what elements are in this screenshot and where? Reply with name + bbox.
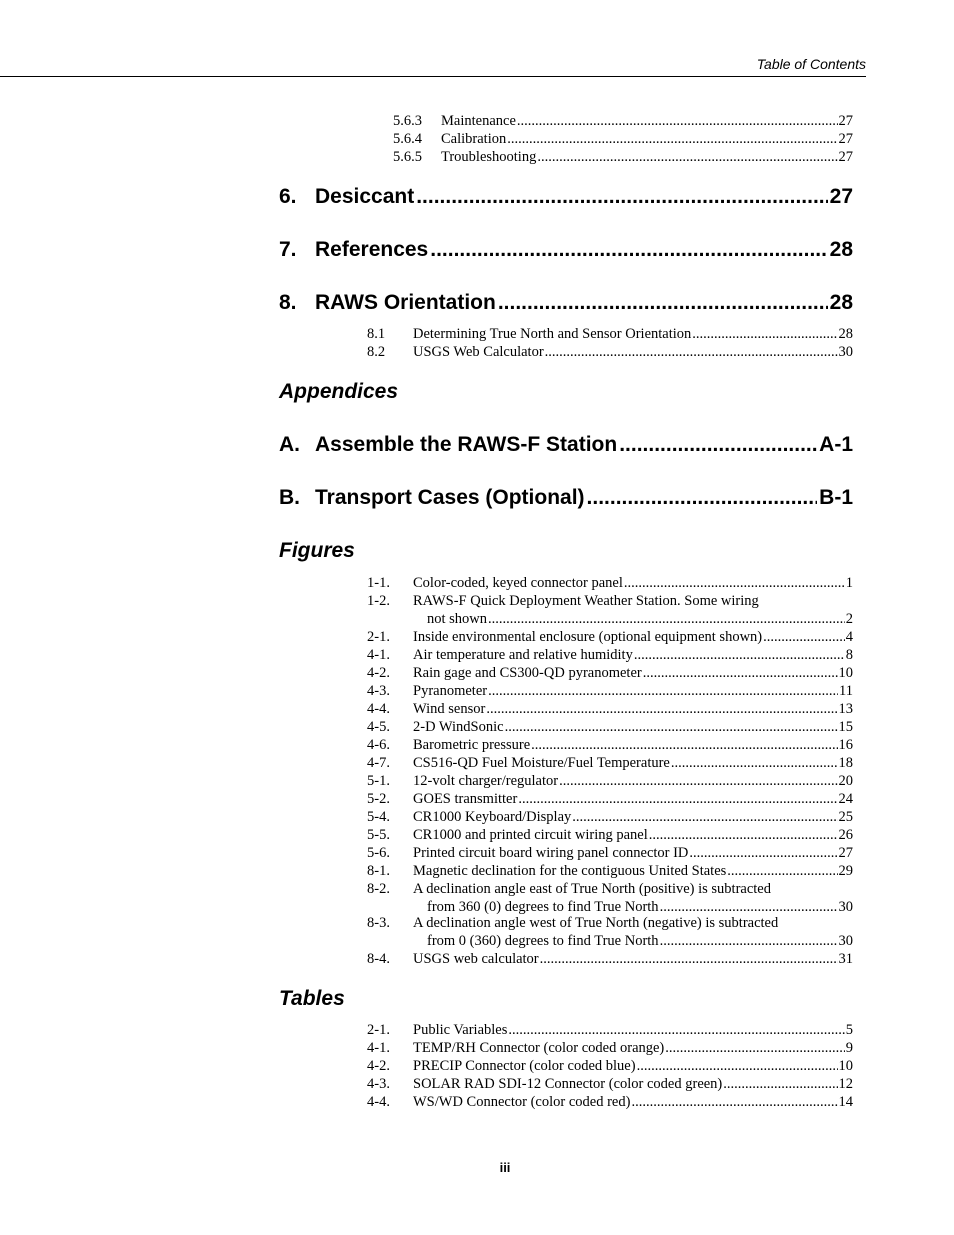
entry-page: 1 — [845, 575, 853, 591]
entry-number: 8-2. — [367, 881, 390, 897]
entry-page: 24 — [838, 791, 853, 807]
dot-leader — [763, 628, 845, 646]
figure-entry[interactable] — [367, 772, 853, 790]
dot-leader — [507, 130, 837, 148]
entry-page: 9 — [845, 1040, 853, 1056]
entry-page: 29 — [838, 863, 853, 879]
entry-number: 4-6. — [367, 737, 390, 753]
appendix-title: Assemble the RAWS-F Station — [315, 433, 618, 456]
entry-page: 28 — [838, 326, 853, 342]
entry-title: Troubleshooting — [441, 149, 537, 165]
entry-number: 1-2. — [367, 593, 390, 609]
chapter-page: 28 — [829, 291, 853, 314]
entry-page: 14 — [838, 1094, 853, 1110]
toc-entry-5-6-5[interactable] — [393, 148, 853, 166]
dot-leader — [727, 862, 837, 880]
figure-entry[interactable] — [367, 700, 853, 718]
table-entry[interactable] — [367, 1039, 853, 1057]
entry-number: 8-1. — [367, 863, 390, 879]
figure-entry[interactable] — [367, 950, 853, 968]
toc-appendix-b[interactable] — [279, 485, 853, 511]
entry-title: 12-volt charger/regulator — [413, 773, 559, 789]
entry-page: 31 — [838, 951, 853, 967]
entry-number: 4-4. — [367, 701, 390, 717]
figure-entry[interactable] — [367, 664, 853, 682]
entry-title: Pyranometer — [413, 683, 488, 699]
appendix-page: B-1 — [819, 486, 853, 509]
figure-entry[interactable] — [367, 574, 853, 592]
entry-page: 11 — [839, 683, 853, 699]
entry-title: TEMP/RH Connector (color coded orange) — [413, 1040, 665, 1056]
entry-title: Color-coded, keyed connector panel — [413, 575, 623, 591]
entry-title: Barometric pressure — [413, 737, 531, 753]
dot-leader — [540, 950, 838, 968]
dot-leader — [624, 574, 845, 592]
toc-entry-5-6-4[interactable] — [393, 130, 853, 148]
entry-number: 5.6.5 — [393, 149, 422, 165]
toc-entry-5-6-3[interactable] — [393, 112, 853, 130]
dot-leader — [637, 1057, 838, 1075]
entry-number: 5-5. — [367, 827, 390, 843]
dot-leader — [488, 682, 838, 700]
entry-page: 30 — [838, 933, 853, 949]
chapter-number: 8. — [279, 291, 297, 314]
running-title: Table of Contents — [756, 56, 866, 72]
entry-number: 4-7. — [367, 755, 390, 771]
table-entry[interactable] — [367, 1075, 853, 1093]
dot-leader — [671, 754, 838, 772]
figure-entry[interactable] — [367, 628, 853, 646]
toc-chapter-7[interactable] — [279, 237, 853, 263]
chapter-title: References — [315, 238, 429, 261]
entry-page: 12 — [838, 1076, 853, 1092]
dot-leader — [619, 432, 817, 458]
entry-number: 1-1. — [367, 575, 390, 591]
entry-number: 5.6.3 — [393, 113, 422, 129]
appendix-letter: B. — [279, 486, 300, 509]
figure-entry[interactable] — [367, 736, 853, 754]
entry-number: 4-1. — [367, 1040, 390, 1056]
entry-page: 25 — [838, 809, 853, 825]
entry-page: 13 — [838, 701, 853, 717]
entry-title: Printed circuit board wiring panel connector ID — [413, 845, 689, 861]
page-number: iii — [499, 1160, 511, 1175]
figure-entry[interactable] — [367, 646, 853, 664]
dot-leader — [508, 1021, 844, 1039]
entry-title: A declination angle east of True North (positive) is subtracted — [413, 881, 771, 897]
entry-title: USGS Web Calculator — [413, 344, 544, 360]
toc-entry-8-2[interactable] — [367, 343, 853, 361]
entry-title-continued: from 0 (360) degrees to find True North — [427, 933, 659, 949]
figure-entry[interactable] — [367, 862, 853, 880]
entry-page: 27 — [838, 113, 853, 129]
table-entry[interactable] — [367, 1021, 853, 1039]
entry-number: 4-2. — [367, 1058, 390, 1074]
chapter-number: 6. — [279, 185, 297, 208]
entry-title: Air temperature and relative humidity — [413, 647, 633, 663]
entry-page: 18 — [838, 755, 853, 771]
entry-title: WS/WD Connector (color coded red) — [413, 1094, 631, 1110]
dot-leader — [416, 184, 827, 210]
table-entry[interactable] — [367, 1093, 853, 1111]
entry-number: 4-4. — [367, 1094, 390, 1110]
dot-leader — [486, 700, 837, 718]
dot-leader — [660, 932, 838, 950]
entry-title: CR1000 Keyboard/Display — [413, 809, 572, 825]
entry-number: 8.2 — [367, 344, 386, 360]
appendix-letter: A. — [279, 433, 300, 456]
figure-entry[interactable] — [367, 844, 853, 862]
entry-title: Determining True North and Sensor Orientation — [413, 326, 692, 342]
entry-number: 4-3. — [367, 683, 390, 699]
entry-number: 8-4. — [367, 951, 390, 967]
dot-leader — [665, 1039, 844, 1057]
entry-number: 5-1. — [367, 773, 390, 789]
table-entry[interactable] — [367, 1057, 853, 1075]
entry-title: Rain gage and CS300-QD pyranometer — [413, 665, 642, 681]
dot-leader — [430, 237, 827, 263]
dot-leader — [498, 290, 828, 316]
chapter-page: 27 — [829, 185, 853, 208]
entry-page: 4 — [845, 629, 853, 645]
figures-heading: Figures — [279, 539, 355, 562]
entry-title: Magnetic declination for the contiguous United States — [413, 863, 727, 879]
entry-number: 2-1. — [367, 1022, 390, 1038]
entry-number: 8-3. — [367, 915, 390, 931]
entry-title: Calibration — [441, 131, 507, 147]
dot-leader — [545, 343, 838, 361]
dot-leader — [517, 112, 838, 130]
figure-entry[interactable] — [367, 808, 853, 826]
chapter-title: Desiccant — [315, 185, 415, 208]
chapter-number: 7. — [279, 238, 297, 261]
entry-page: 27 — [838, 845, 853, 861]
entry-title-continued: from 360 (0) degrees to find True North — [427, 899, 659, 915]
entry-page: 10 — [838, 1058, 853, 1074]
appendices-heading: Appendices — [279, 380, 399, 403]
entry-number: 5-4. — [367, 809, 390, 825]
entry-page: 5 — [845, 1022, 853, 1038]
dot-leader — [537, 148, 837, 166]
appendix-page: A-1 — [819, 433, 853, 456]
running-header — [0, 0, 866, 77]
entry-page: 26 — [838, 827, 853, 843]
appendix-title: Transport Cases (Optional) — [315, 486, 585, 509]
entry-title-continued: not shown — [427, 611, 488, 627]
figure-entry[interactable] — [367, 718, 853, 736]
entry-title: Maintenance — [441, 113, 516, 129]
entry-title: CS516-QD Fuel Moisture/Fuel Temperature — [413, 755, 670, 771]
dot-leader — [505, 718, 838, 736]
dot-leader — [631, 1093, 837, 1111]
chapter-title: RAWS Orientation — [315, 291, 496, 314]
figure-entry[interactable] — [367, 754, 853, 772]
entry-page: 30 — [838, 899, 853, 915]
entry-title: GOES transmitter — [413, 791, 518, 807]
chapter-page: 28 — [829, 238, 853, 261]
entry-number: 5-2. — [367, 791, 390, 807]
dot-leader — [518, 790, 837, 808]
entry-title: RAWS-F Quick Deployment Weather Station. Some wiring — [413, 593, 759, 609]
dot-leader — [531, 736, 837, 754]
entry-page: 27 — [838, 131, 853, 147]
dot-leader — [689, 844, 837, 862]
dot-leader — [587, 485, 818, 511]
entry-page: 30 — [838, 344, 853, 360]
entry-title: Public Variables — [413, 1022, 508, 1038]
entry-page: 8 — [845, 647, 853, 663]
entry-number: 4-2. — [367, 665, 390, 681]
entry-number: 5.6.4 — [393, 131, 422, 147]
dot-leader — [649, 826, 838, 844]
entry-page: 20 — [838, 773, 853, 789]
dot-leader — [692, 325, 837, 343]
entry-title: USGS web calculator — [413, 951, 539, 967]
dot-leader — [723, 1075, 837, 1093]
entry-page: 27 — [838, 149, 853, 165]
entry-title: CR1000 and printed circuit wiring panel — [413, 827, 648, 843]
dot-leader — [559, 772, 837, 790]
figure-entry[interactable] — [367, 826, 853, 844]
entry-page: 10 — [838, 665, 853, 681]
figure-entry[interactable] — [367, 682, 853, 700]
entry-number: 4-5. — [367, 719, 390, 735]
toc-chapter-6[interactable] — [279, 184, 853, 210]
toc-entry-8-1[interactable] — [367, 325, 853, 343]
figure-entry[interactable] — [367, 592, 853, 628]
entry-title: A declination angle west of True North (negative) is subtracted — [413, 915, 779, 931]
toc-appendix-a[interactable] — [279, 432, 853, 458]
entry-number: 8.1 — [367, 326, 386, 342]
dot-leader — [643, 664, 838, 682]
entry-number: 2-1. — [367, 629, 390, 645]
entry-number: 4-3. — [367, 1076, 390, 1092]
entry-page: 2 — [845, 611, 853, 627]
figure-entry[interactable] — [367, 914, 853, 950]
entry-page: 15 — [838, 719, 853, 735]
dot-leader — [634, 646, 845, 664]
entry-title: 2-D WindSonic — [413, 719, 504, 735]
toc-chapter-8[interactable] — [279, 290, 853, 316]
tables-heading: Tables — [279, 987, 345, 1010]
dot-leader — [572, 808, 837, 826]
entry-title: Inside environmental enclosure (optional equipment shown) — [413, 629, 763, 645]
entry-title: Wind sensor — [413, 701, 486, 717]
entry-number: 5-6. — [367, 845, 390, 861]
figure-entry[interactable] — [367, 790, 853, 808]
entry-page: 16 — [838, 737, 853, 753]
entry-number: 4-1. — [367, 647, 390, 663]
figure-entry[interactable] — [367, 880, 853, 916]
entry-title: PRECIP Connector (color coded blue) — [413, 1058, 636, 1074]
dot-leader — [488, 610, 845, 628]
entry-title: SOLAR RAD SDI-12 Connector (color coded green) — [413, 1076, 723, 1092]
